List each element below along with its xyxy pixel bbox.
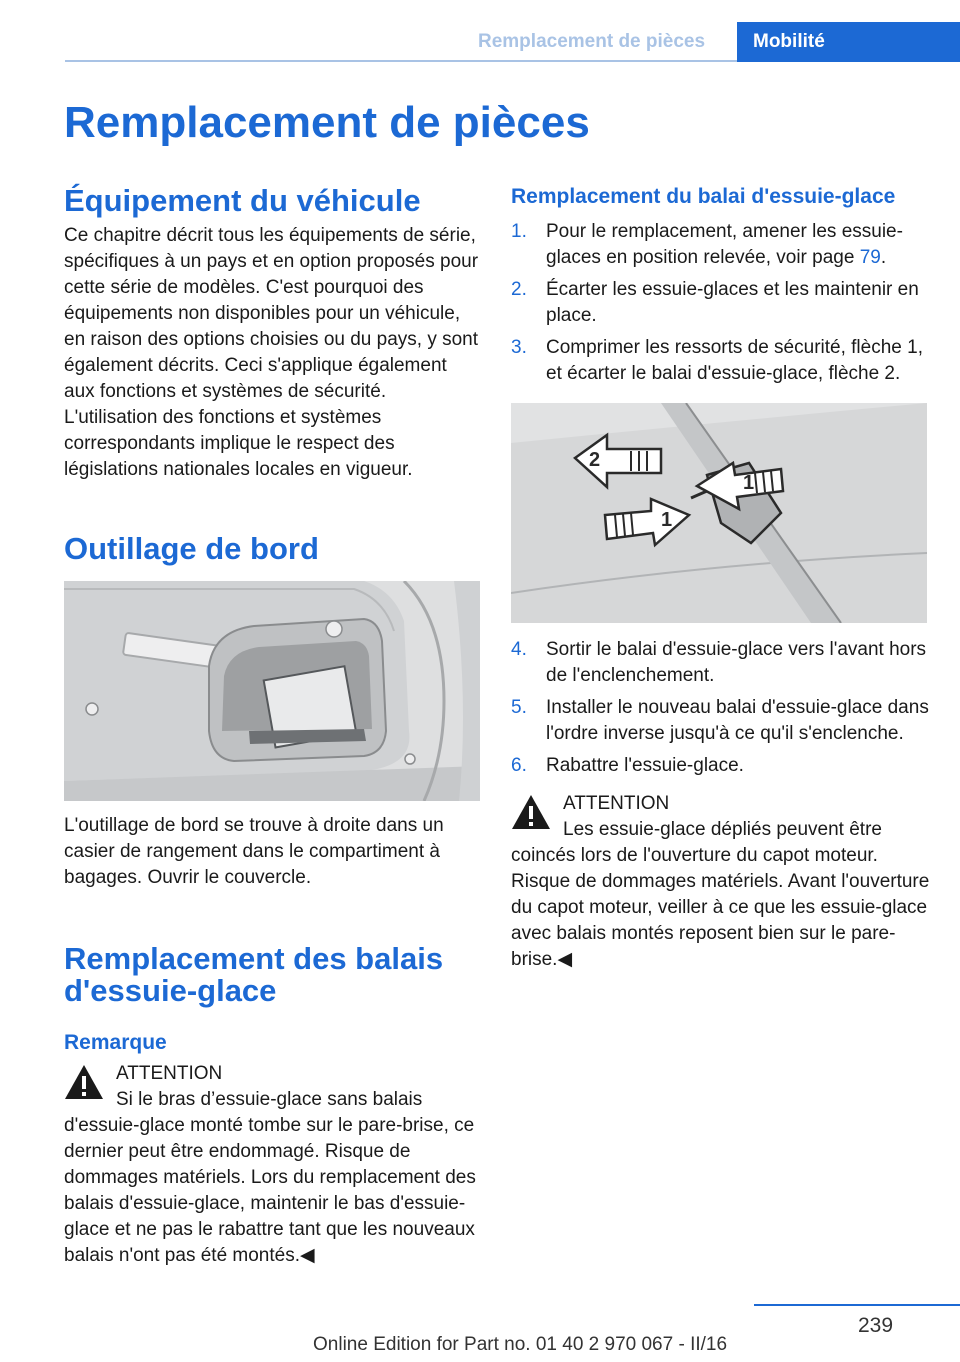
list-item: 1. Pour le remplacement, amener les essuie-glaces en position relevée, voir page 79.	[511, 221, 903, 268]
steps-list-b	[511, 637, 931, 779]
warning-text: Si le bras d’essuie-glace sans balais d'essuie-glace monté tombe sur le pare-brise, ce dernier peut être endommagé. Risque de dommages matériels. Lors du remplacement des balais d'essuie-glace, maintenir le bas d'essuie-glace et ne pas le rabattre tant que les nouveaux balais n'ont pas été montés.◀	[64, 1089, 476, 1266]
toolkit-heading: Outillage de bord	[64, 531, 319, 566]
page-link[interactable]: 79	[859, 247, 881, 268]
toolkit-image	[64, 581, 480, 801]
header-section-title: Remplacement de pièces	[478, 31, 706, 52]
list-item: 4. Sortir le balai d'essuie-glace vers l'avant hors de l'enclenchement.	[511, 639, 927, 686]
footer-edition: Online Edition for Part no. 01 40 2 970 067 - II/16	[313, 1334, 728, 1355]
arrow-label-1a: 1	[661, 509, 673, 531]
list-item: 3. Comprimer les ressorts de sécurité, flèche 1, et écarter le balai d'essuie-glace, flèche 2.	[511, 337, 923, 384]
footer-rule	[754, 1304, 960, 1306]
steps-list-a	[511, 219, 931, 387]
equipment-paragraph: Ce chapitre décrit tous les équipements de série, spécifiques à un pays et en option proposés pour cette série de modèles. C'est pourquoi des équipements non disponibles pour un véhicule, en raison des options choisies ou du pays, y sont également décrits. Ceci s'applique également aux fonctions et systèmes de sécurité. L'utilisation des fonctions et systèmes correspondants implique le respect des législations nationales locales en vigueur.	[64, 225, 479, 480]
warning-title: ATTENTION	[563, 793, 670, 814]
header-chapter-tab[interactable]: Mobilité	[737, 22, 960, 62]
warning-block-2	[511, 791, 931, 973]
toolkit-paragraph: L'outillage de bord se trouve à droite dans un casier de rangement dans le compartiment à bagages. Ouvrir le couvercle.	[64, 815, 444, 888]
left-column	[64, 185, 482, 1269]
wiper-heading: Remplacement des balais d'essuie-glace	[64, 941, 444, 1008]
list-item: 2. Écarter les essuie-glaces et les maintenir en place.	[511, 279, 919, 326]
warning-icon	[64, 1064, 104, 1100]
wiper-image	[511, 403, 927, 623]
list-item: 6. Rabattre l'essuie-glace.	[511, 755, 744, 776]
warning-icon	[511, 794, 551, 830]
remark-heading: Remarque	[64, 1031, 167, 1054]
warning-title: ATTENTION	[116, 1063, 223, 1084]
blade-heading: Remplacement du balai d'essuie-glace	[511, 185, 896, 208]
warning-text: Les essuie-glace dépliés peuvent être coincés lors de l'ouverture du capot moteur. Risque de dommages matériels. Avant l'ouverture du capot moteur, veiller à ce que les essuie-glace avec balais montés reposent bien sur le pare-brise.◀	[511, 819, 930, 970]
list-item: 5. Installer le nouveau balai d'essuie-glace dans l'ordre inverse jusqu'à ce qu'il s'enclenche.	[511, 697, 929, 744]
right-column	[511, 185, 931, 973]
warning-block-1	[64, 1061, 482, 1269]
arrow-label-2: 2	[589, 449, 601, 471]
equipment-heading: Équipement du véhicule	[64, 183, 421, 218]
arrow-label-1b: 1	[743, 472, 755, 494]
page-number: 239	[858, 1314, 894, 1337]
page-title: Remplacement de pièces	[64, 98, 590, 147]
